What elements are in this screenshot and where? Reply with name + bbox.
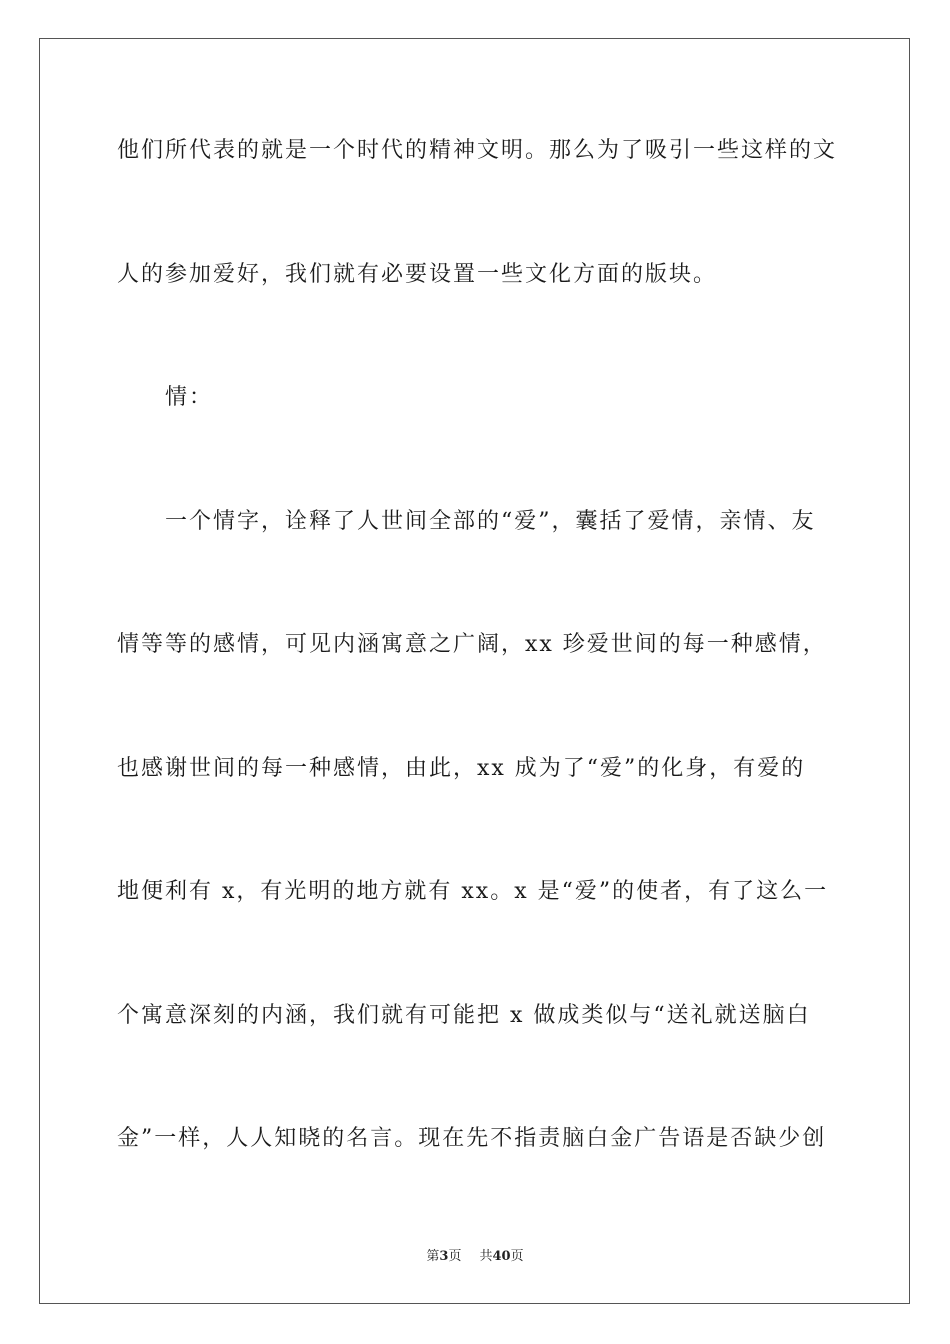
footer-total-suffix: 页 — [510, 1249, 524, 1264]
text-line-2: 人的参加爱好，我们就有必要设置一些文化方面的版块。 — [117, 261, 718, 287]
text-line-7: 地便利有 x，有光明的地方就有 xx。x 是“爱”的使者，有了这么一 — [117, 879, 829, 904]
text-line-5: 情等等的感情，可见内涵寓意之广阔，xx 珍爱世间的每一种感情， — [117, 632, 827, 657]
footer-page-prefix: 第 — [426, 1249, 440, 1264]
document-body — [117, 126, 838, 1238]
footer-total-pages: 40 — [492, 1249, 511, 1264]
footer-total-prefix: 共 — [479, 1249, 493, 1264]
text-line-1: 他们所代表的就是一个时代的精神文明。那么为了吸引一些这样的文 — [117, 138, 838, 163]
text-line-4: 一个情字，诠释了人世间全部的“爱”，囊括了爱情，亲情、友 — [165, 508, 816, 534]
text-line-9: 金”一样，人人知晓的名言。现在先不指责脑白金广告语是否缺少创 — [117, 1126, 827, 1151]
text-line-8: 个寓意深刻的内涵，我们就有可能把 x 做成类似与“送礼就送脑白 — [117, 1002, 811, 1028]
page-footer — [0, 1245, 950, 1264]
footer-page-suffix: 页 — [448, 1249, 462, 1264]
section-heading-qing: 情： — [165, 385, 214, 410]
text-line-6: 也感谢世间的每一种感情，由此，xx 成为了“爱”的化身，有爱的 — [117, 755, 806, 781]
footer-page-number: 3 — [439, 1249, 449, 1264]
